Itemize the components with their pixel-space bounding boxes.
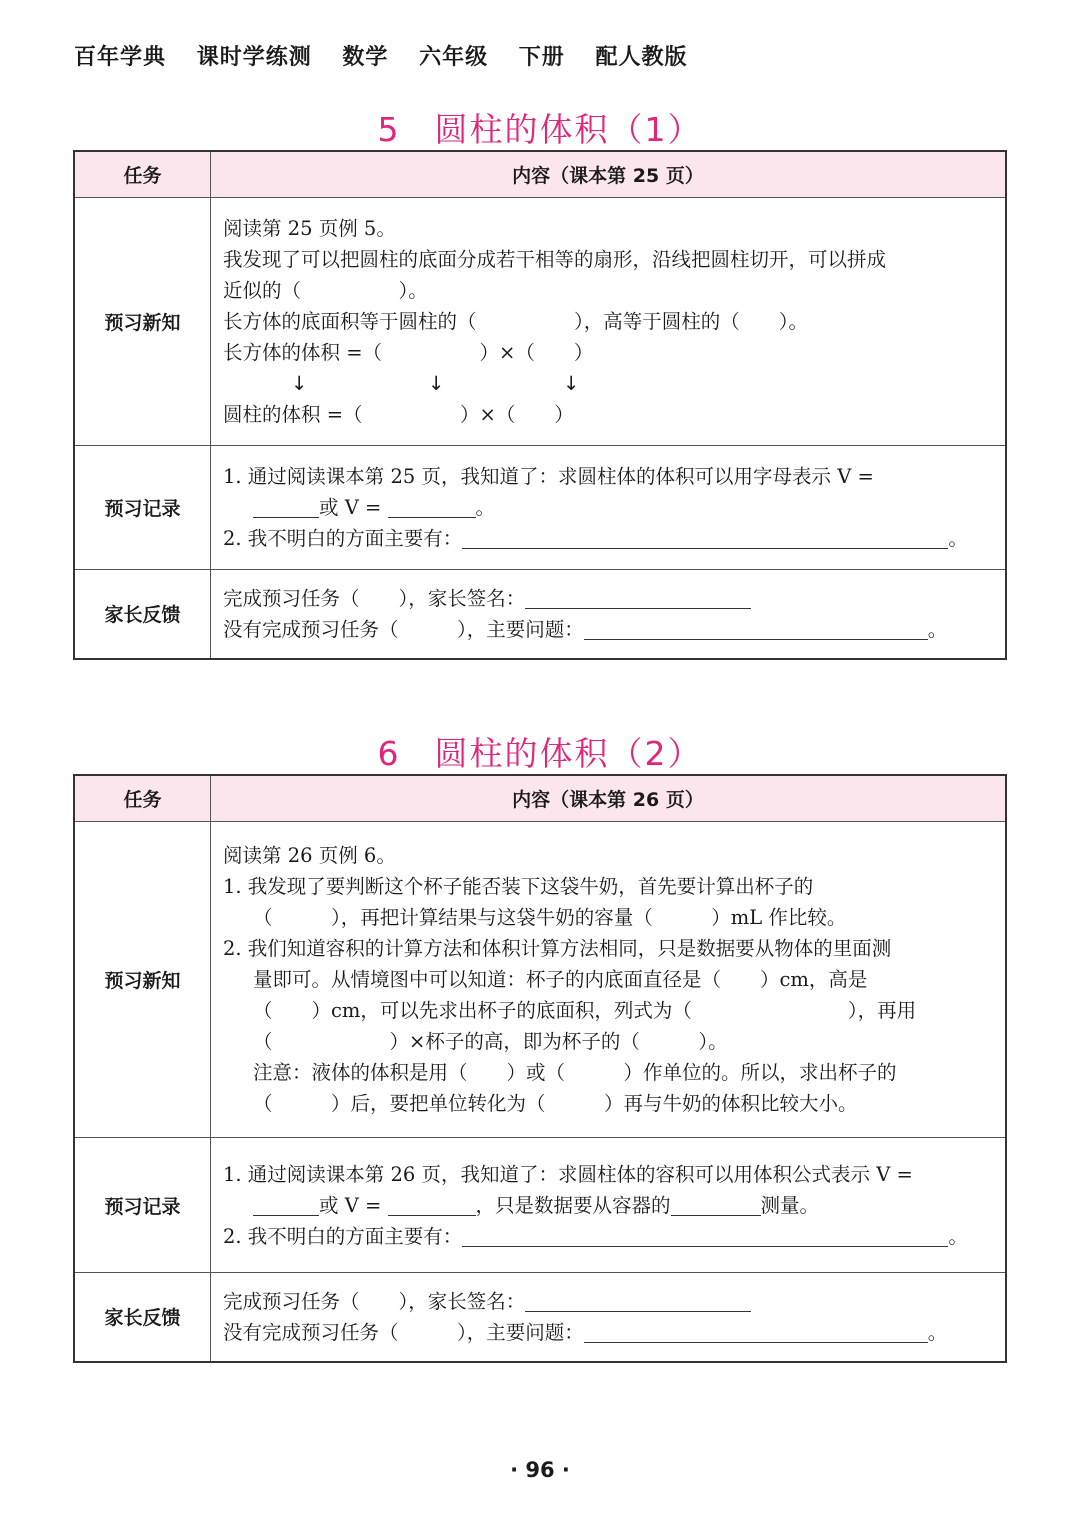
blank-connector: 或 V = xyxy=(319,1193,382,1217)
content-line xyxy=(223,523,995,554)
feedback-text: 完成预习任务（ ），家长签名： xyxy=(223,586,526,610)
section-heading: 圆柱的体积（2） xyxy=(434,734,703,773)
content-line: （ ）×杯子的高，即为杯子的（ ）。 xyxy=(253,1030,728,1053)
content-line: 1. 通过阅读课本第 25 页，我知道了：求圆柱体的体积可以用字母表示 V = xyxy=(223,465,874,488)
content-line: 长方体的体积 =（ ）×（ ） xyxy=(223,341,594,364)
table-header-row xyxy=(74,151,1006,198)
table-row xyxy=(74,1138,1006,1273)
row-content xyxy=(211,822,1007,1138)
section-heading: 圆柱的体积（1） xyxy=(434,110,703,149)
row-label: 家长反馈 xyxy=(74,570,211,659)
content-line: 圆柱的体积 =（ ）×（ ） xyxy=(223,403,574,426)
content-line: 量即可。从情境图中可以知道：杯子的内底面直径是（ ）cm，高是 xyxy=(253,968,868,991)
content-line: （ ）cm，可以先求出杯子的底面积，列式为（ ），再用 xyxy=(253,999,917,1022)
preview-table xyxy=(73,774,1007,1363)
content-line xyxy=(223,1221,995,1252)
table-row xyxy=(74,198,1006,446)
row-content xyxy=(211,446,1007,570)
section-number: 5 xyxy=(377,110,401,149)
answer-blank[interactable] xyxy=(671,1195,761,1216)
content-line xyxy=(223,492,995,523)
derivation-arrows xyxy=(223,368,995,399)
blank-connector: 或 V = xyxy=(319,496,382,519)
header-book: 课时学练测 xyxy=(196,45,312,70)
section-title xyxy=(0,104,1080,151)
row-label: 预习记录 xyxy=(74,446,211,570)
table-row xyxy=(74,446,1006,570)
content-line: 我发现了可以把圆柱的底面分成若干相等的扇形，沿线把圆柱切开，可以拼成 xyxy=(223,248,887,271)
feedback-text: 完成预习任务（ ），家长签名： xyxy=(223,1289,526,1313)
row-label: 预习新知 xyxy=(74,822,211,1138)
book-header xyxy=(74,40,709,71)
question-text: 2. 我不明白的方面主要有： xyxy=(223,527,463,550)
answer-blank[interactable] xyxy=(253,1195,319,1216)
blank-connector: ，只是数据要从容器的 xyxy=(475,1193,671,1217)
col-content-header: 内容（课本第 26 页） xyxy=(211,775,1007,822)
row-label: 家长反馈 xyxy=(74,1273,211,1362)
content-line: 1. 通过阅读课本第 26 页，我知道了：求圆柱体的容积可以用体积公式表示 V = xyxy=(223,1162,913,1186)
preview-table xyxy=(73,150,1007,660)
content-line: 近似的（ ）。 xyxy=(223,279,428,302)
problem-blank[interactable] xyxy=(584,1322,928,1343)
question-text: 2. 我不明白的方面主要有： xyxy=(223,1224,463,1248)
row-content xyxy=(211,1273,1007,1362)
line-end: 。 xyxy=(475,496,496,519)
signature-blank[interactable] xyxy=(525,1291,751,1312)
answer-blank[interactable] xyxy=(462,528,948,549)
header-subject: 数学 xyxy=(342,45,389,70)
answer-blank[interactable] xyxy=(253,497,319,518)
content-line: （ ）后，要把单位转化为（ ）再与牛奶的体积比较大小。 xyxy=(253,1092,858,1115)
header-volume: 下册 xyxy=(518,45,565,70)
row-content xyxy=(211,570,1007,659)
content-line xyxy=(223,614,995,645)
down-arrow-icon: ↓ xyxy=(563,372,580,395)
line-end: 。 xyxy=(927,1320,948,1344)
content-line: （ ），再把计算结果与这袋牛奶的容量（ ）mL 作比较。 xyxy=(253,906,847,929)
content-line: 长方体的底面积等于圆柱的（ ），高等于圆柱的（ ）。 xyxy=(223,310,809,333)
section-number: 6 xyxy=(377,734,401,773)
line-end: 。 xyxy=(948,1224,968,1248)
page-number: · 96 · xyxy=(510,1458,570,1482)
col-task-header: 任务 xyxy=(74,775,211,822)
col-task-header: 任务 xyxy=(74,151,211,198)
down-arrow-icon: ↓ xyxy=(428,372,445,395)
table-row xyxy=(74,570,1006,659)
row-label: 预习新知 xyxy=(74,198,211,446)
problem-blank[interactable] xyxy=(584,619,928,640)
down-arrow-icon: ↓ xyxy=(291,372,308,395)
section-title xyxy=(0,728,1080,775)
header-series: 百年学典 xyxy=(74,45,167,70)
answer-blank[interactable] xyxy=(388,1195,476,1216)
header-edition: 配人教版 xyxy=(595,45,688,70)
table-header-row xyxy=(74,775,1006,822)
content-line: 2. 我们知道容积的计算方法和体积计算方法相同，只是数据要从物体的里面测 xyxy=(223,937,892,960)
line-end: 。 xyxy=(948,527,968,550)
line-end: 。 xyxy=(927,617,948,641)
content-line: 阅读第 26 页例 6。 xyxy=(223,844,396,867)
content-line xyxy=(223,1317,995,1348)
header-grade: 六年级 xyxy=(419,45,489,70)
answer-blank[interactable] xyxy=(388,497,476,518)
table-row xyxy=(74,1273,1006,1362)
content-line: 注意：液体的体积是用（ ）或（ ）作单位的。所以，求出杯子的 xyxy=(253,1061,897,1084)
feedback-text: 没有完成预习任务（ ），主要问题： xyxy=(223,1320,584,1344)
feedback-text: 没有完成预习任务（ ），主要问题： xyxy=(223,617,584,641)
content-line xyxy=(223,1286,995,1317)
line-end: 测量。 xyxy=(760,1193,820,1217)
content-line: 1. 我发现了要判断这个杯子能否装下这袋牛奶，首先要计算出杯子的 xyxy=(223,875,814,898)
col-content-header: 内容（课本第 25 页） xyxy=(211,151,1007,198)
row-content xyxy=(211,198,1007,446)
answer-blank[interactable] xyxy=(462,1226,948,1247)
content-line xyxy=(223,583,995,614)
signature-blank[interactable] xyxy=(525,588,751,609)
content-line xyxy=(223,1190,995,1221)
row-label: 预习记录 xyxy=(74,1138,211,1273)
content-line: 阅读第 25 页例 5。 xyxy=(223,217,396,240)
row-content xyxy=(211,1138,1007,1273)
table-row xyxy=(74,822,1006,1138)
